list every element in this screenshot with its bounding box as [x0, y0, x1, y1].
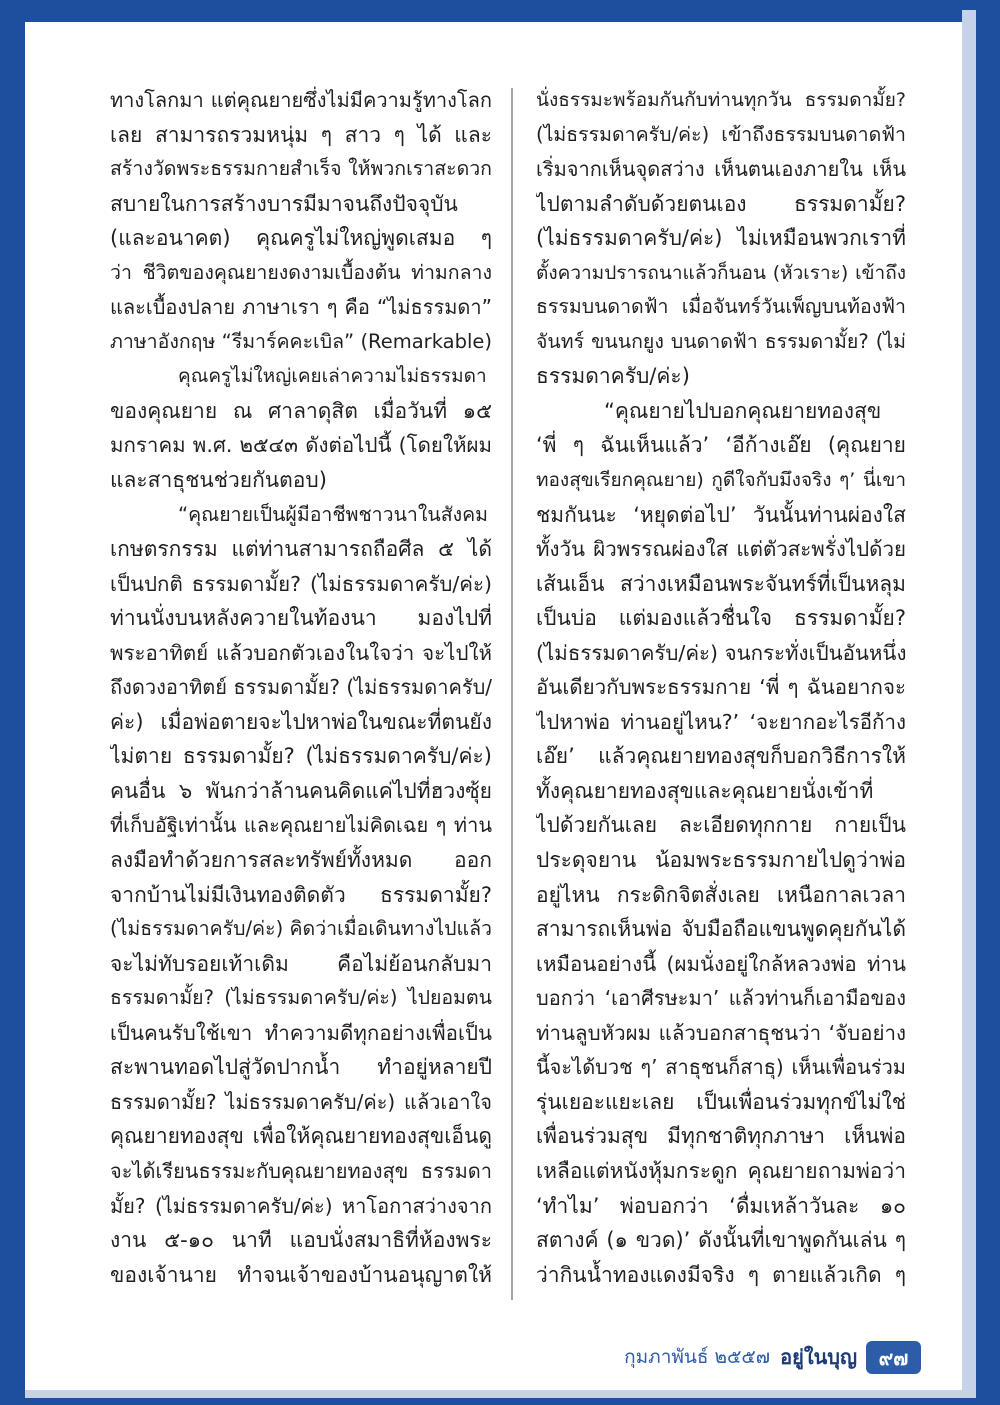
text-line: เป็นคนรับใช้เขา ทำความดีทุกอย่างเพื่อเป็น	[110, 1020, 492, 1045]
text-line: ท่านนั่งบนหลังควายในท้องนา มองไปที่	[110, 606, 492, 631]
left-text-column	[110, 83, 492, 1292]
footer-issue-date: กุมภาพันธ์ ๒๕๕๗	[624, 1346, 771, 1368]
paragraph-first-line: “คุณยายไปบอกคุณยายทองสุข	[604, 398, 882, 423]
text-line: มกราคม พ.ศ. ๒๕๔๓ ดังต่อไปนี้ (โดยให้ผม	[110, 433, 492, 458]
page-frame-edge-bottom	[25, 1390, 976, 1398]
text-line: ว่ากินน้ำทองแดงมีจริง ๆ ตายแล้วเกิด ๆ	[536, 1262, 906, 1287]
text-line: สร้างวัดพระธรรมกายสำเร็จ ให้พวกเราสะดวก	[110, 157, 492, 181]
text-line: ‘พี่ ๆ ฉันเห็นแล้ว’ ‘อีก้างเอ๊ย (คุณยาย	[536, 433, 906, 458]
page-number: ๙๗	[878, 1345, 909, 1370]
text-line: ถึงดวงอาทิตย์ ธรรมดามั้ย? (ไม่ธรรมดาครับ/	[110, 675, 492, 700]
text-line: ไม่ตาย ธรรมดามั้ย? (ไม่ธรรมดาครับ/ค่ะ)	[110, 744, 492, 769]
text-line: คุณยายทองสุข เพื่อให้คุณยายทองสุขเอ็นดู	[110, 1124, 492, 1149]
text-line: คนอื่น ๖ พันกว่าล้านคนคิดแค่ไปที่ฮวงซุ้ย	[110, 778, 492, 803]
text-line: สบายในการสร้างบารมีมาจนถึงปัจจุบัน	[110, 191, 458, 216]
text-line: บอกว่า ‘เอาศีรษะมา’ แล้วท่านก็เอามือของ	[536, 986, 906, 1011]
text-line: ของคุณยาย ณ ศาลาดุสิต เมื่อวันที่ ๑๕	[110, 398, 492, 423]
text-line: สตางค์ (๑ ขวด)’ ดังนั้นที่เขาพูดกันเล่น ๆ	[536, 1228, 906, 1253]
text-line: ธรรมดามั้ย? ไม่ธรรมดาครับ/ค่ะ) แล้วเอาใจ	[110, 1089, 492, 1114]
text-line: เหมือนอย่างนี้ (ผมนั่งอยู่ใกล้หลวงพ่อ ท่าน	[536, 951, 906, 976]
text-line: (ไม่ธรรมดาครับ/ค่ะ) ไม่เหมือนพวกเราที่	[536, 226, 906, 251]
text-line: ตั้งความปรารถนาแล้วก็นอน (หัวเราะ) เข้าถึง	[536, 261, 906, 284]
text-line: เอ๊ย’ แล้วคุณยายทองสุขก็บอกวิธีการให้	[536, 744, 906, 769]
text-line: ‘ทำไม’ พ่อบอกว่า ‘ดื่มเหล้าวันละ ๑๐	[536, 1193, 906, 1218]
text-line: สะพานทอดไปสู่วัดปากน้ำ ทำอยู่หลายปี	[110, 1055, 492, 1080]
text-line: (ไม่ธรรมดาครับ/ค่ะ) จนกระทั่งเป็นอันหนึ่ง	[536, 640, 906, 665]
text-line: (ไม่ธรรมดาครับ/ค่ะ) คิดว่าเมื่อเดินทางไปแล้ว	[110, 917, 492, 941]
text-line: ไปตามลำดับด้วยตนเอง ธรรมดามั้ย?	[536, 191, 906, 216]
text-line: เพื่อนร่วมสุข มีทุกชาติทุกภาษา เห็นพ่อ	[536, 1124, 906, 1149]
text-line: จะได้เรียนธรรมะกับคุณยายทองสุข ธรรมดา	[110, 1158, 492, 1183]
text-line: จันทร์ ขนนกยูง บนดาดฟ้า ธรรมดามั้ย? (ไม่	[536, 329, 906, 353]
paragraph-last-line: และสาธุชนช่วยกันตอบ)	[110, 468, 327, 493]
footer	[624, 1340, 857, 1374]
text-line: ที่เก็บอัฐิเท่านั้น และคุณยายไม่คิดเฉย ๆ ท่าน	[110, 813, 492, 838]
text-line: ภาษาอังกฤษ “รีมาร์คคะเบิล” (Remarkable)	[110, 329, 492, 353]
text-line: จากบ้านไม่มีเงินทองติดตัว ธรรมดามั้ย?	[110, 882, 492, 907]
text-line: (ไม่ธรรมดาครับ/ค่ะ) เข้าถึงธรรมบนดาดฟ้า	[536, 122, 906, 146]
text-line: เหลือแต่หนังหุ้มกระดูก คุณยายถามพ่อว่า	[536, 1158, 906, 1183]
text-line: ของเจ้านาย ทำจนเจ้าของบ้านอนุญาตให้	[110, 1262, 492, 1287]
text-line: เลย สามารถรวมหนุ่ม ๆ สาว ๆ ได้ และ	[110, 122, 492, 147]
text-line: งาน ๕-๑๐ นาที แอบนั่งสมาธิที่ห้องพระ	[110, 1228, 492, 1253]
text-line: (และอนาคต) คุณครูไม่ใหญ่พูดเสมอ ๆ	[110, 226, 492, 251]
text-line: ลงมือทำด้วยการสละทรัพย์ทั้งหมด ออก	[110, 848, 492, 873]
text-line: ไปหาพ่อ ท่านอยู่ไหน?’ ‘จะยากอะไรอีก้าง	[536, 709, 906, 734]
text-line: ธรรมดามั้ย? (ไม่ธรรมดาครับ/ค่ะ) ไปยอมตน	[110, 986, 492, 1010]
text-line: ชมกันนะ ‘หยุดต่อไป’ วันนั้นท่านผ่องใส	[536, 502, 906, 527]
text-line: ค่ะ) เมื่อพ่อตายจะไปหาพ่อในขณะที่ตนยัง	[110, 709, 492, 734]
text-line: เริ่มจากเห็นจุดสว่าง เห็นตนเองภายใน เห็น	[536, 157, 906, 182]
text-line: มั้ย? (ไม่ธรรมดาครับ/ค่ะ) หาโอกาสว่างจาก	[110, 1193, 492, 1218]
text-line: รุ่นเยอะแยะเลย เป็นเพื่อนร่วมทุกข์ไม่ใช่	[536, 1089, 906, 1114]
column-divider	[511, 88, 513, 1300]
paragraph-last-line: ธรรมดาครับ/ค่ะ)	[536, 364, 690, 389]
text-line: อันเดียวกับพระธรรมกาย ‘พี่ ๆ ฉันอยากจะ	[536, 675, 906, 700]
text-line: นี้จะได้บวช ๆ’ สาธุชนก็สาธุ) เห็นเพื่อนร่วม	[536, 1055, 906, 1080]
text-line: เป็นปกติ ธรรมดามั้ย? (ไม่ธรรมดาครับ/ค่ะ)	[110, 571, 492, 596]
page-frame-edge-right	[962, 10, 976, 1398]
text-line: นั่งธรรมะพร้อมกันกับท่านทุกวัน ธรรมดามั้ย?	[536, 89, 906, 111]
paragraph-first-line: คุณครูไม่ใหญ่เคยเล่าความไม่ธรรมดา	[178, 365, 487, 388]
text-line: ธรรมบนดาดฟ้า เมื่อจันทร์วันเพ็ญบนท้องฟ้า	[536, 295, 906, 319]
text-line: เกษตรกรรม แต่ท่านสามารถถือศีล ๕ ได้	[110, 537, 492, 562]
text-line: ประดุจยาน น้อมพระธรรมกายไปดูว่าพ่อ	[536, 848, 906, 873]
text-line: ท่านลูบหัวผม แล้วบอกสาธุชนว่า ‘จับอย่าง	[536, 1020, 906, 1045]
text-line: ทางโลกมา แต่คุณยายซึ่งไม่มีความรู้ทางโลก	[110, 88, 492, 112]
text-line: พระอาทิตย์ แล้วบอกตัวเองในใจว่า จะไปให้	[110, 640, 492, 665]
text-line: ไปด้วยกันเลย ละเอียดทุกกาย กายเป็น	[536, 813, 906, 838]
paragraph-first-line: “คุณยายเป็นผู้มีอาชีพชาวนาในสังคม	[178, 502, 489, 526]
text-line: เส้นเอ็น สว่างเหมือนพระจันทร์ที่เป็นหลุม	[536, 571, 906, 596]
text-line: และเบื้องปลาย ภาษาเรา ๆ คือ “ไม่ธรรมดา”	[110, 295, 492, 320]
text-line: ทองสุขเรียกคุณยาย) กูดีใจกับมึงจริง ๆ’ นี่เขา	[536, 469, 906, 492]
text-line: เป็นบ่อ แต่มองแล้วชื่นใจ ธรรมดามั้ย?	[536, 606, 906, 631]
text-line: จะไม่ทับรอยเท้าเดิม คือไม่ย้อนกลับมา	[110, 951, 492, 976]
footer-magazine-title: อยู่ในบุญ	[780, 1345, 857, 1369]
text-line: อยู่ไหน กระดิกจิตสั่งเลย เหนือกาลเวลา	[536, 882, 906, 907]
text-line: ทั้งวัน ผิวพรรณผ่องใส แต่ตัวสะพรั่งไปด้วย	[536, 537, 906, 562]
page-number-badge	[866, 1341, 921, 1374]
text-line: ทั้งคุณยายทองสุขและคุณยายนั่งเข้าที่	[536, 778, 874, 803]
text-line: สามารถเห็นพ่อ จับมือถือแขนพูดคุยกันได้	[536, 917, 906, 942]
text-line: ว่า ชีวิตของคุณยายงดงามเบื้องต้น ท่ามกลาง	[110, 260, 492, 284]
right-text-column	[536, 83, 906, 1292]
